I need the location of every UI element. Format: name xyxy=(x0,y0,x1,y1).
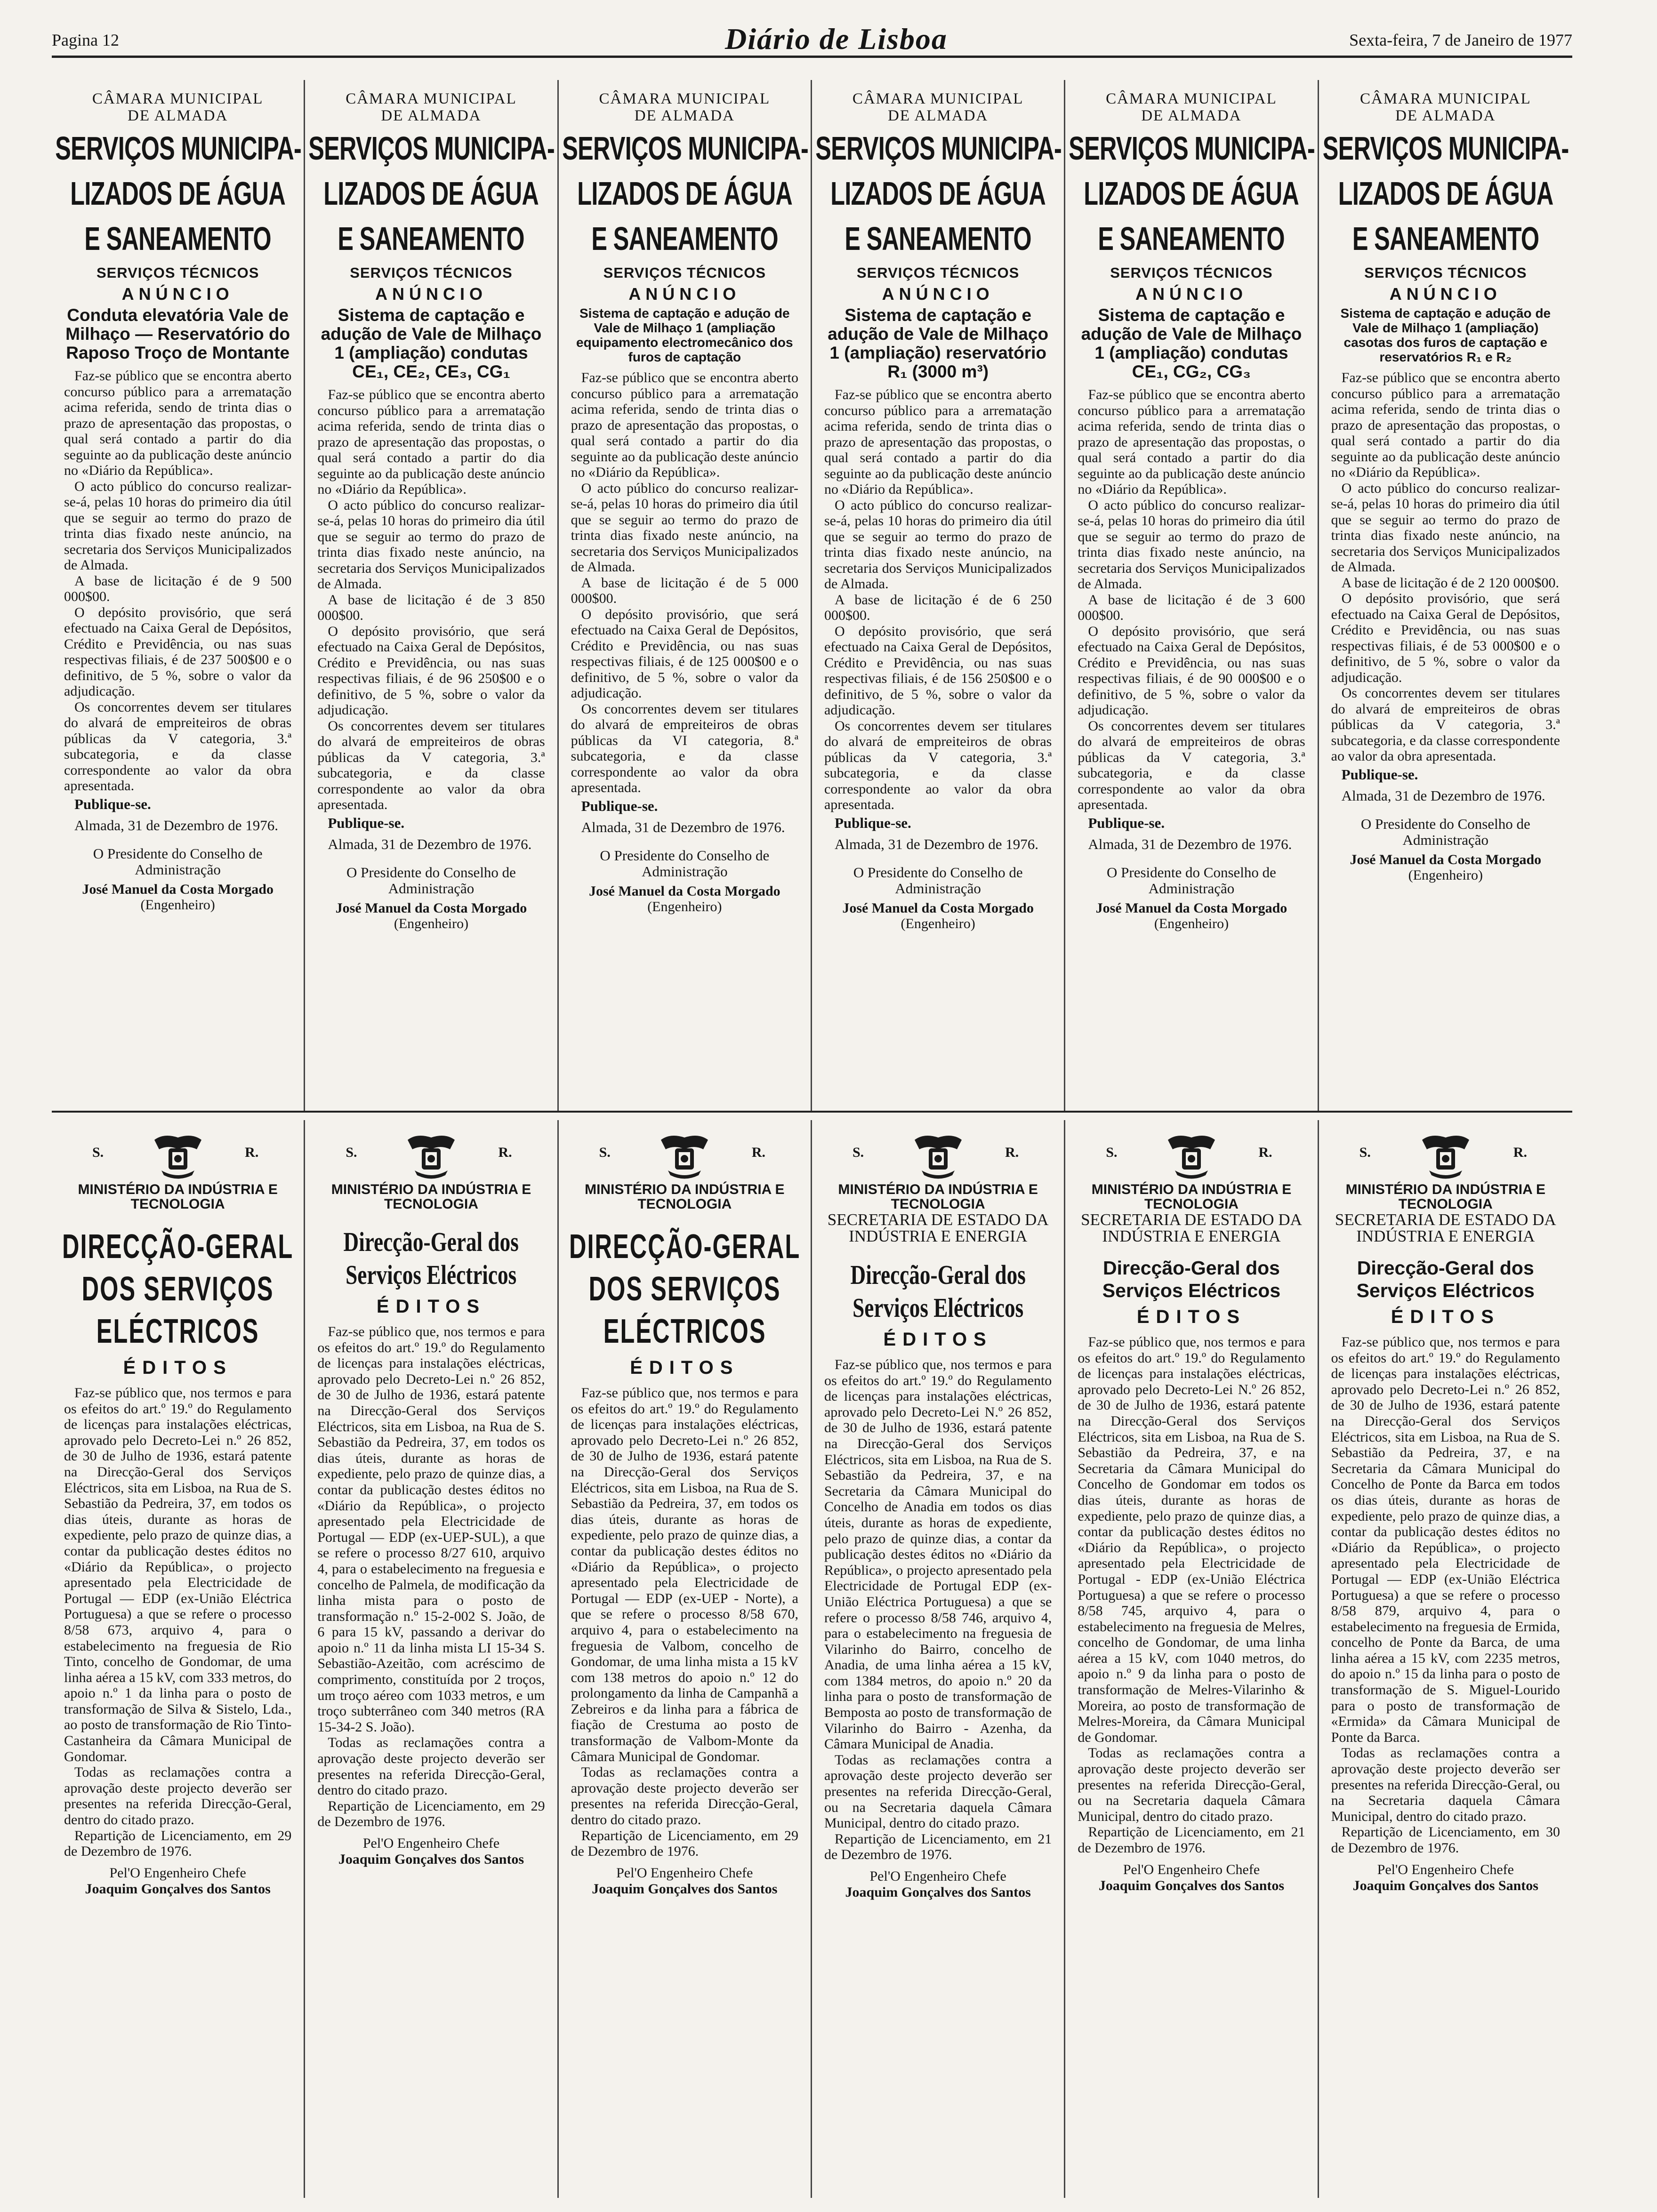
arms-header xyxy=(317,1130,545,1182)
edito-signer-role: Pel'O Engenheiro Chefe xyxy=(109,1865,246,1881)
ad-place-date: Almada, 31 de Dezembro de 1976. xyxy=(581,818,785,835)
arms-header xyxy=(1331,1130,1560,1182)
ad-anuncio: ANÚNCIO xyxy=(628,284,741,304)
ad-body xyxy=(317,387,545,813)
s-mark: S. xyxy=(1359,1145,1371,1160)
ad-title-line3: E SANEAMENTO xyxy=(591,220,778,257)
edito-title-line1: DIRECÇÃO-GERAL xyxy=(569,1228,801,1266)
ad-signer-name: José Manuel da Costa Morgado xyxy=(1095,900,1287,916)
ad-title-line2: LIZADOS DE ÁGUA xyxy=(1084,175,1299,212)
ad-body xyxy=(824,387,1052,813)
ad-publique: Publique-se. xyxy=(834,814,911,831)
ad-paragraph: O depósito provisório, que será efectuado na Caixa Geral de Depósitos, Crédito e Previdência, ou nas suas respectivas filiais, é de 237 500$00 e o definitivo, de 5 %, sobre o valor da adjudicação. xyxy=(64,604,292,699)
edito-title-line3: ELÉCTRICOS xyxy=(96,1313,259,1350)
ad-paragraph: Os concorrentes devem ser titulares do alvará de empreiteiros de obras públicas da V categoria, 3.ª subcategoria, e da classe correspondente ao valor da obra apresentada. xyxy=(1331,685,1560,764)
editos-heading: ÉDITOS xyxy=(123,1357,233,1378)
ad-title-line2: LIZADOS DE ÁGUA xyxy=(830,175,1046,212)
ad-title-line1: SERVIÇOS MUNICIPA- xyxy=(1322,130,1569,167)
ad-paragraph: A base de licitação é de 5 000 000$00. xyxy=(571,575,798,606)
edito-date: Repartição de Licenciamento, em 29 de Dezembro de 1976. xyxy=(317,1798,545,1830)
ministry-name: MINISTÉRIO DA INDÚSTRIA E TECNOLOGIA xyxy=(838,1182,1038,1212)
ad-body xyxy=(64,368,291,794)
ad-dept: SERVIÇOS TÉCNICOS xyxy=(603,264,766,281)
r-mark: R. xyxy=(1513,1145,1527,1160)
ad-anuncio: ANÚNCIO xyxy=(882,284,994,304)
ad-signer-role: O Presidente do Conselho de Administração xyxy=(1360,815,1530,848)
edito-signer-name: Joaquim Gonçalves dos Santos xyxy=(1098,1877,1285,1893)
ad-anuncio: ANÚNCIO xyxy=(121,284,234,304)
edito-title-line1: Direcção-Geral dos xyxy=(343,1226,519,1257)
ad-paragraph: O acto público do concurso realizar-se-á, pelas 10 horas do primeiro dia útil que se seguir ao termo do prazo de trinta dias fixado neste anúncio, na secretaria dos Serviços Municipalizados de Almada. xyxy=(571,480,798,575)
ad-title-line3: E SANEAMENTO xyxy=(338,220,525,257)
edito-title-line2: Serviços Eléctricos xyxy=(346,1259,517,1290)
editos-heading: ÉDITOS xyxy=(376,1296,486,1317)
ad-paragraph: Faz-se público que se encontra aberto concurso público para a arrematação acima referida, sendo de trinta dias o prazo de apresentação das propostas, o qual será contado a partir do dia seguinte ao da publicação deste anúncio no «Diário da República». xyxy=(64,368,292,478)
edito-ad xyxy=(1065,1120,1319,2198)
page-number: Pagina 12 xyxy=(52,31,119,49)
edito-paragraph: Faz-se público que, nos termos e para os efeitos do art.º 19.º do Regulamento de licenças para instalações eléctricas, aprovado pelo Decreto-Lei n.º 26 852, de 30 de Julho de 1936, estará patente na Direcção-Geral dos Serviços Eléctricos, sita em Lisboa, na Rua de S. Sebastião da Pedreira, 37, e na Secretaria da Câmara Municipal do Concelho de Ponte da Barca em todos os dias úteis, durante as horas de expediente, pelo prazo de quinze dias, a contar da publicação destes éditos no «Diário da República», o projecto apresentado pela Electricidade de Portugal — EDP (ex-União Eléctrica Portuguesa) a que se refere o processo 8/58 879, arquivo 4, para o estabelecimento na freguesia de Ermida, concelho de Ponte da Barca, de uma linha aérea a 15 kV, com 2235 metros, do apoio n.º 15 da linha para o posto de transformação de S. Miguel-Lourido para o posto de transformação de «Ermida» da Câmara Municipal de Ponte da Barca. xyxy=(1331,1334,1560,1745)
ad-subject: Sistema de captação e adução de Vale de Milhaço 1 (ampliação) casotas dos furos de captação e reservatórios R₁ e R₂ xyxy=(1340,306,1551,364)
editos-row xyxy=(52,1120,1572,2198)
ad-paragraph: Os concorrentes devem ser titulares do alvará de empreiteiros de obras públicas da V categoria, 3.ª subcategoria, e da classe correspondente ao valor da obra apresentada. xyxy=(317,718,545,812)
s-mark: S. xyxy=(852,1145,864,1160)
r-mark: R. xyxy=(1005,1145,1019,1160)
ad-anuncio: ANÚNCIO xyxy=(1135,284,1247,304)
ad-signer-title: (Engenheiro) xyxy=(394,915,469,931)
edito-ad xyxy=(559,1120,812,2198)
editos-heading: ÉDITOS xyxy=(1136,1306,1247,1327)
edito-paragraph: Faz-se público que, nos termos e para os efeitos do art.º 19.º do Regulamento de licenças para instalações eléctricas, aprovado pelo Decreto-Lei n.º 26 852, de 30 de Julho de 1936, estará patente na Direcção-Geral dos Serviços Eléctricos, sita em Lisboa, na Rua de S. Sebastião da Pedreira, 37, em todos os dias úteis, durante as horas de expediente, pelo prazo de quinze dias, a contar da publicação destes éditos no «Diário da República», o projecto apresentado pela Electricidade de Portugal — EDP (ex-UEP - Norte), a que se refere o processo 8/58 670, arquivo 4, para o estabelecimento na freguesia de Valbom, concelho de Gondomar, de uma linha mista a 15 kV com 138 metros do apoio n.º 12 do prolongamento da linha de Campanhã a Zebreiros e da linha para a fábrica de fiação de Crestuma ao posto de transformação de Valbom-Monte da Câmara Municipal de Gondomar. xyxy=(571,1385,798,1764)
ad-place-date: Almada, 31 de Dezembro de 1976. xyxy=(74,817,279,834)
coat-of-arms-icon xyxy=(150,1130,206,1182)
camara-ads-row xyxy=(52,80,1572,1113)
edito-signer-name: Joaquim Gonçalves dos Santos xyxy=(338,1851,524,1867)
coat-of-arms-icon xyxy=(656,1130,713,1182)
camara-ad xyxy=(52,80,305,1111)
ad-title-line2: LIZADOS DE ÁGUA xyxy=(577,175,792,212)
edito-signer-role: Pel'O Engenheiro Chefe xyxy=(869,1868,1006,1884)
ad-paragraph: A base de licitação é de 3 850 000$00. xyxy=(317,592,545,623)
ad-paragraph: Os concorrentes devem ser titulares do alvará de empreiteiros de obras públicas da V categoria, 3.ª subcategoria, e da classe correspondente ao valor da obra apresentada. xyxy=(824,718,1052,812)
ad-title-line1: SERVIÇOS MUNICIPA- xyxy=(562,130,808,167)
ad-signer-name: José Manuel da Costa Morgado xyxy=(588,883,780,899)
masthead xyxy=(52,22,1572,58)
ad-place-date: Almada, 31 de Dezembro de 1976. xyxy=(834,835,1038,852)
ad-paragraph: Faz-se público que se encontra aberto concurso público para a arrematação acima referida, sendo de trinta dias o prazo de apresentação das propostas, o qual será contado a partir do dia seguinte ao da publicação deste anúncio no «Diário da República». xyxy=(317,387,545,497)
edito-title-line2: Serviços Eléctricos xyxy=(1102,1280,1281,1301)
ministry-name: MINISTÉRIO DA INDÚSTRIA E TECNOLOGIA xyxy=(1345,1182,1546,1212)
s-mark: S. xyxy=(1106,1145,1118,1160)
ad-signer-title: (Engenheiro) xyxy=(1154,915,1229,931)
edito-body xyxy=(571,1385,798,1859)
ad-dept: SERVIÇOS TÉCNICOS xyxy=(96,264,259,281)
ad-org: CÂMARA MUNICIPAL xyxy=(92,90,264,107)
ad-subject: Conduta elevatória Vale de Milhaço — Reservatório do Raposo Troço de Montante xyxy=(65,305,290,362)
edito-paragraph: Todas as reclamações contra a aprovação deste projecto deverão ser presentes na referida Direcção-Geral, dentro do citado prazo. xyxy=(571,1764,798,1828)
ad-title-line2: LIZADOS DE ÁGUA xyxy=(323,175,539,212)
edito-signer-role: Pel'O Engenheiro Chefe xyxy=(1123,1861,1260,1877)
edito-title-line2: Serviços Eléctricos xyxy=(853,1292,1024,1323)
ad-dept: SERVIÇOS TÉCNICOS xyxy=(856,264,1020,281)
ad-dept: SERVIÇOS TÉCNICOS xyxy=(1364,264,1527,281)
r-mark: R. xyxy=(1258,1145,1272,1160)
ad-title-line1: SERVIÇOS MUNICIPA- xyxy=(1069,130,1315,167)
ad-publique: Publique-se. xyxy=(1088,814,1165,831)
ad-paragraph: Faz-se público que se encontra aberto concurso público para a arrematação acima referida, sendo de trinta dias o prazo de apresentação das propostas, o qual será contado a partir do dia seguinte ao da publicação deste anúncio no «Diário da República». xyxy=(571,370,798,480)
edito-signer-role: Pel'O Engenheiro Chefe xyxy=(1377,1861,1514,1877)
editos-heading: ÉDITOS xyxy=(1391,1306,1500,1327)
edito-body xyxy=(1078,1334,1305,1856)
r-mark: R. xyxy=(751,1145,765,1160)
edito-body xyxy=(64,1385,291,1859)
edito-ad xyxy=(305,1120,558,2198)
ad-org: CÂMARA MUNICIPAL xyxy=(599,90,771,107)
ad-publique: Publique-se. xyxy=(328,814,405,831)
issue-date: Sexta-feira, 7 de Janeiro de 1977 xyxy=(1349,31,1572,49)
ad-title-line1: SERVIÇOS MUNICIPA- xyxy=(308,130,555,167)
edito-date: Repartição de Licenciamento, em 29 de Dezembro de 1976. xyxy=(571,1827,798,1859)
edito-paragraph: Todas as reclamações contra a aprovação deste projecto deverão ser presentes na referida Direcção-Geral, dentro do citado prazo. xyxy=(317,1735,545,1798)
edito-date: Repartição de Licenciamento, em 29 de Dezembro de 1976. xyxy=(64,1827,292,1859)
ad-paragraph: A base de licitação é de 9 500 000$00. xyxy=(64,573,292,604)
edito-paragraph: Todas as reclamações contra a aprovação deste projecto deverão ser presentes na referida Direcção-Geral, ou na Secretaria daquela Câmara Municipal, dentro do citado prazo. xyxy=(1078,1745,1305,1824)
ad-place-date: Almada, 31 de Dezembro de 1976. xyxy=(328,835,532,852)
edito-signer-role: Pel'O Engenheiro Chefe xyxy=(362,1835,500,1851)
ad-org: CÂMARA MUNICIPAL xyxy=(1106,90,1277,107)
coat-of-arms-icon xyxy=(1163,1130,1220,1182)
ad-signer-title: (Engenheiro) xyxy=(140,897,215,913)
ad-org2: DE ALMADA xyxy=(128,107,228,124)
edito-title-line1: DIRECÇÃO-GERAL xyxy=(62,1228,294,1266)
edito-signer-role: Pel'O Engenheiro Chefe xyxy=(616,1865,753,1881)
ad-signer-title: (Engenheiro) xyxy=(1408,867,1483,883)
ad-org2: DE ALMADA xyxy=(1395,107,1496,124)
ad-paragraph: O depósito provisório, que será efectuado na Caixa Geral de Depósitos, Crédito e Previdência, ou nas suas respectivas filiais, é de 125 000$00 e o definitivo, de 5 %, sobre o valor da adjudicação. xyxy=(571,606,798,701)
ad-paragraph: Faz-se público que se encontra aberto concurso público para a arrematação acima referida, sendo de trinta dias o prazo de apresentação das propostas, o qual será contado a partir do dia seguinte ao da publicação deste anúncio no «Diário da República». xyxy=(824,387,1052,497)
edito-title-line1: Direcção-Geral dos xyxy=(850,1259,1026,1290)
ad-paragraph: O depósito provisório, que será efectuado na Caixa Geral de Depósitos, Crédito e Previdência, ou nas suas respectivas filiais, é de 156 250$00 e o definitivo, de 5 %, sobre o valor da adjudicação. xyxy=(824,623,1052,718)
ad-title-line1: SERVIÇOS MUNICIPA- xyxy=(55,130,302,167)
camara-ad xyxy=(1065,80,1319,1111)
edito-paragraph: Todas as reclamações contra a aprovação deste projecto deverão ser presentes na referida Direcção-Geral, dentro do citado prazo. xyxy=(64,1764,292,1828)
ad-paragraph: O acto público do concurso realizar-se-á, pelas 10 horas do primeiro dia útil que se seguir ao termo do prazo de trinta dias fixado neste anúncio, na secretaria dos Serviços Municipalizados de Almada. xyxy=(824,497,1052,592)
ad-signer-title: (Engenheiro) xyxy=(647,898,722,914)
ad-dept: SERVIÇOS TÉCNICOS xyxy=(350,264,513,281)
ad-place-date: Almada, 31 de Dezembro de 1976. xyxy=(1088,835,1292,852)
ministry-name: MINISTÉRIO DA INDÚSTRIA E TECNOLOGIA xyxy=(78,1182,278,1212)
ad-signer-role: O Presidente do Conselho de Administração xyxy=(93,845,263,878)
ad-anuncio: ANÚNCIO xyxy=(375,284,487,304)
ad-paragraph: O acto público do concurso realizar-se-á, pelas 10 horas do primeiro dia útil que se seguir ao termo do prazo de trinta dias fixado neste anúncio, na secretaria dos Serviços Municipalizados de Almada. xyxy=(317,497,545,592)
ministry-name: MINISTÉRIO DA INDÚSTRIA E TECNOLOGIA xyxy=(585,1182,785,1212)
ad-paragraph: O depósito provisório, que será efectuado na Caixa Geral de Depósitos, Crédito e Previdência, ou nas suas respectivas filiais, é de 96 250$00 e o definitivo, de 5 %, sobre o valor da adjudicação. xyxy=(317,623,545,718)
secretaria-name: SECRETARIA DE ESTADO DA INDÚSTRIA E ENERGIA xyxy=(1335,1210,1556,1245)
edito-title-line2: DOS SERVIÇOS xyxy=(81,1270,274,1308)
ad-anuncio: ANÚNCIO xyxy=(1389,284,1502,304)
edito-title-line2: Serviços Eléctricos xyxy=(1356,1280,1535,1301)
ad-paragraph: O acto público do concurso realizar-se-á, pelas 10 horas do primeiro dia útil que se seguir ao termo do prazo de trinta dias fixado neste anúncio, na secretaria dos Serviços Municipalizados de Almada. xyxy=(64,478,292,573)
ad-paragraph: Os concorrentes devem ser titulares do alvará de empreiteiros de obras públicas da V categoria, 3.ª subcategoria, e da classe correspondente ao valor da obra apresentada. xyxy=(1078,718,1305,812)
ad-paragraph: O acto público do concurso realizar-se-á, pelas 10 horas do primeiro dia útil que se seguir ao termo do prazo de trinta dias fixado neste anúncio, na secretaria dos Serviços Municipalizados de Almada. xyxy=(1331,480,1560,575)
ad-subject: Sistema de captação e adução de Vale de Milhaço 1 (ampliação equipamento electromecânico dos furos de captação xyxy=(576,306,793,364)
ad-title-line1: SERVIÇOS MUNICIPA- xyxy=(815,130,1062,167)
newspaper-title: Diário de Lisboa xyxy=(725,22,948,56)
ad-paragraph: Os concorrentes devem ser titulares do alvará de empreiteiros de obras públicas da V categoria, 3.ª subcategoria, e da classe correspondente ao valor da obra apresentada. xyxy=(64,699,292,793)
edito-date: Repartição de Licenciamento, em 30 de Dezembro de 1976. xyxy=(1331,1824,1560,1856)
edito-title-line1: Direcção-Geral dos xyxy=(1357,1257,1534,1279)
camara-ad xyxy=(305,80,558,1111)
r-mark: R. xyxy=(498,1145,512,1160)
s-mark: S. xyxy=(346,1145,357,1160)
r-mark: R. xyxy=(245,1145,259,1160)
ad-signer-name: José Manuel da Costa Morgado xyxy=(335,900,527,916)
ad-signer-role: O Presidente do Conselho de Administração xyxy=(600,847,770,880)
ad-signer-name: José Manuel da Costa Morgado xyxy=(1350,851,1542,867)
ad-subject: Sistema de captação e adução de Vale de Milhaço 1 (ampliação) reservatório R₁ (3000 m³) xyxy=(828,305,1049,381)
ministry-name: MINISTÉRIO DA INDÚSTRIA E TECNOLOGIA xyxy=(331,1182,531,1212)
secretaria-name: SECRETARIA DE ESTADO DA INDÚSTRIA E ENERGIA xyxy=(1081,1210,1302,1245)
s-mark: S. xyxy=(599,1145,611,1160)
edito-ad xyxy=(812,1120,1065,2198)
ad-signer-role: O Presidente do Conselho de Administração xyxy=(853,864,1023,897)
ad-paragraph: Os concorrentes devem ser titulares do alvará de empreiteiros de obras públicas da VI categoria, 8.ª subcategoria, e da classe correspondente ao valor da obra apresentada. xyxy=(571,701,798,795)
ministry-name: MINISTÉRIO DA INDÚSTRIA E TECNOLOGIA xyxy=(1091,1182,1292,1212)
ad-title-line3: E SANEAMENTO xyxy=(84,220,271,257)
ad-org2: DE ALMADA xyxy=(1141,107,1242,124)
ad-publique: Publique-se. xyxy=(1341,766,1418,783)
arms-header xyxy=(64,1130,291,1182)
edito-signer-name: Joaquim Gonçalves dos Santos xyxy=(1352,1877,1538,1893)
edito-paragraph: Faz-se público que, nos termos e para os efeitos do art.º 19.º do Regulamento de licenças para instalações eléctricas, aprovado pelo Decreto-Lei n.º 26 852, de 30 de Julho de 1936, estará patente na Direcção-Geral dos Serviços Eléctricos, sita em Lisboa, na Rua de S. Sebastião da Pedreira, 37, em todos os dias úteis, durante as horas de expediente, pelo prazo de quinze dias, a contar da publicação destes éditos no «Diário da República», o projecto apresentado pela Electricidade de Portugal — EDP (ex-União Eléctrica Portuguesa) a que se refere o processo 8/58 673, arquivo 4, para o estabelecimento na freguesia de Rio Tinto, concelho de Gondomar, de uma linha aérea a 15 kV, com 333 metros, do apoio n.º 1 da linha para o posto de transformação de Silva & Sistelo, Lda., ao posto de transformação de Rio Tinto-Castanheira da Câmara Municipal de Gondomar. xyxy=(64,1385,292,1764)
ad-title-line3: E SANEAMENTO xyxy=(1098,220,1285,257)
editos-heading: ÉDITOS xyxy=(630,1357,740,1378)
camara-ad xyxy=(559,80,812,1111)
edito-body xyxy=(1331,1334,1560,1856)
ad-signer-name: José Manuel da Costa Morgado xyxy=(842,900,1034,916)
coat-of-arms-icon xyxy=(403,1130,459,1182)
ad-paragraph: A base de licitação é de 2 120 000$00. xyxy=(1341,575,1560,591)
edito-date: Repartição de Licenciamento, em 21 de Dezembro de 1976. xyxy=(824,1831,1052,1863)
ad-publique: Publique-se. xyxy=(581,797,658,814)
arms-header xyxy=(1078,1130,1305,1182)
edito-body xyxy=(824,1357,1052,1863)
edito-title-line3: ELÉCTRICOS xyxy=(603,1313,766,1350)
ad-org: CÂMARA MUNICIPAL xyxy=(346,90,517,107)
ad-body xyxy=(1078,387,1305,813)
ad-subject: Sistema de captação e adução de Vale de Milhaço 1 (ampliação) condutas CE₁, CG₂, CG₃ xyxy=(1081,305,1302,381)
ad-org2: DE ALMADA xyxy=(381,107,482,124)
edito-paragraph: Todas as reclamações contra a aprovação deste projecto deverão ser presentes na referida Direcção-Geral, ou na Secretaria daquela Câmara Municipal, dentro do citado prazo. xyxy=(1331,1745,1560,1824)
edito-signer-name: Joaquim Gonçalves dos Santos xyxy=(85,1881,271,1897)
coat-of-arms-icon xyxy=(910,1130,966,1182)
edito-signer-name: Joaquim Gonçalves dos Santos xyxy=(845,1884,1031,1900)
ad-dept: SERVIÇOS TÉCNICOS xyxy=(1110,264,1273,281)
arms-header xyxy=(824,1130,1052,1182)
ad-org: CÂMARA MUNICIPAL xyxy=(852,90,1024,107)
ad-subject: Sistema de captação e adução de Vale de Milhaço 1 (ampliação) condutas CE₁, CE₂, CE₃, CG₁ xyxy=(321,305,542,381)
ad-org: CÂMARA MUNICIPAL xyxy=(1360,90,1531,107)
camara-ad xyxy=(812,80,1065,1111)
ad-signer-role: O Presidente do Conselho de Administração xyxy=(346,864,516,897)
ad-signer-role: O Presidente do Conselho de Administração xyxy=(1107,864,1276,897)
ad-paragraph: Faz-se público que se encontra aberto concurso público para a arrematação acima referida, sendo de trinta dias o prazo de apresentação das propostas, o qual será contado a partir do dia seguinte ao da publicação deste anúncio no «Diário da República». xyxy=(1331,370,1560,480)
edito-paragraph: Faz-se público que, nos termos e para os efeitos do art.º 19.º do Regulamento de licenças para instalações eléctricas, aprovado pelo Decreto-Lei N.º 26 852, de 30 de Julho de 1936, estará patente na Direcção-Geral dos Serviços Eléctricos, sita em Lisboa, na Rua de S. Sebastião da Pedreira, 37, e na Secretaria da Câmara Municipal do Concelho de Anadia em todos os dias úteis, durante as horas de expediente, pelo prazo de quinze dias, a contar da publicação destes éditos no «Diário da República», o projecto apresentado pela Electricidade de Portugal EDP (ex-União Eléctrica Portuguesa) a que se refere o processo 8/58 746, arquivo 4, para o estabelecimento na freguesia de Vilarinho do Bairro, concelho de Anadia, de uma linha aérea a 15 kV, com 1384 metros, do apoio n.º 20 da linha para o posto de transformação de Bemposta ao posto de transformação de Vilarinho do Bairro - Azenha, da Câmara Municipal de Anadia. xyxy=(824,1357,1052,1752)
secretaria-name: SECRETARIA DE ESTADO DA INDÚSTRIA E ENERGIA xyxy=(827,1210,1049,1245)
camara-ad xyxy=(1319,80,1572,1111)
ad-paragraph: O depósito provisório, que será efectuado na Caixa Geral de Depósitos, Crédito e Previdência, ou nas suas respectivas filiais, é de 53 000$00 e o definitivo, de 5 %, sobre o valor da adjudicação. xyxy=(1331,591,1560,685)
ad-title-line2: LIZADOS DE ÁGUA xyxy=(1338,175,1553,212)
arms-header xyxy=(571,1130,798,1182)
ad-paragraph: O acto público do concurso realizar-se-á, pelas 10 horas do primeiro dia útil que se seguir ao termo do prazo de trinta dias fixado neste anúncio, na secretaria dos Serviços Municipalizados de Almada. xyxy=(1078,497,1305,592)
edito-paragraph: Faz-se público que, nos termos e para os efeitos do art.º 19.º do Regulamento de licenças para instalações eléctricas, aprovado pelo Decreto-Lei N.º 26 852, de 30 de Julho de 1936, estará patente na Direcção-Geral dos Serviços Eléctricos, sita em Lisboa, na Rua de S. Sebastião da Pedreira, 37, e na Secretaria da Câmara Municipal do Concelho de Gondomar em todos os dias úteis, durante as horas de expediente, pelo prazo de quinze dias, a contar da publicação destes éditos no «Diário da República», o projecto apresentado pela Electricidade de Portugal - EDP (ex-União Eléctrica Portuguesa) a que se refere o processo 8/58 745, arquivo 4, para o estabelecimento na freguesia de Melres, concelho de Gondomar, de uma linha aérea a 15 kV, com 1040 metros, do apoio n.º 9 da linha para o posto de transformação de Melres-Vilarinho & Moreira, ao posto de transformação de Melres-Moreira, da Câmara Municipal de Gondomar. xyxy=(1078,1334,1305,1745)
edito-date: Repartição de Licenciamento, em 21 de Dezembro de 1976. xyxy=(1078,1824,1305,1856)
ad-paragraph: A base de licitação é de 3 600 000$00. xyxy=(1078,592,1305,623)
editos-heading: ÉDITOS xyxy=(883,1329,993,1350)
ad-publique: Publique-se. xyxy=(74,795,151,812)
edito-paragraph: Todas as reclamações contra a aprovação deste projecto deverão ser presentes na referida Direcção-Geral, ou na Secretaria daquela Câmara Municipal, dentro do citado prazo. xyxy=(824,1752,1052,1831)
ad-org2: DE ALMADA xyxy=(888,107,989,124)
ad-body xyxy=(1331,370,1560,764)
edito-signer-name: Joaquim Gonçalves dos Santos xyxy=(592,1881,778,1897)
edito-ad xyxy=(52,1120,305,2198)
coat-of-arms-icon xyxy=(1417,1130,1474,1182)
ad-body xyxy=(571,370,798,796)
ad-signer-name: José Manuel da Costa Morgado xyxy=(82,881,273,897)
ad-paragraph: Faz-se público que se encontra aberto concurso público para a arrematação acima referida, sendo de trinta dias o prazo de apresentação das propostas, o qual será contado a partir do dia seguinte ao da publicação deste anúncio no «Diário da República». xyxy=(1078,387,1305,497)
edito-title-line1: Direcção-Geral dos xyxy=(1102,1257,1280,1279)
ad-place-date: Almada, 31 de Dezembro de 1976. xyxy=(1341,787,1545,804)
edito-body xyxy=(317,1324,545,1830)
ad-org2: DE ALMADA xyxy=(634,107,735,124)
ad-paragraph: A base de licitação é de 6 250 000$00. xyxy=(824,592,1052,623)
ad-paragraph: O depósito provisório, que será efectuado na Caixa Geral de Depósitos, Crédito e Previdência, ou nas suas respectivas filiais, é de 90 000$00 e o definitivo, de 5 %, sobre o valor da adjudicação. xyxy=(1078,623,1305,718)
edito-title-line2: DOS SERVIÇOS xyxy=(588,1270,781,1308)
edito-paragraph: Faz-se público que, nos termos e para os efeitos do art.º 19.º do Regulamento de licenças para instalações eléctricas, aprovado pelo Decreto-Lei n.º 26 852, de 30 de Julho de 1936, estará patente na Direcção-Geral dos Serviços Eléctricos, sita em Lisboa, na Rua de S. Sebastião da Pedreira, 37, em todos os dias úteis, durante as horas de expediente, pelo prazo de quinze dias, a contar da publicação destes éditos no «Diário da República», o projecto apresentado pela Electricidade de Portugal — EDP (ex-UEP-SUL), a que se refere o processo 8/27 610, arquivo 4, para o estabelecimento na freguesia e concelho de Palmela, de modificação da linha mista para o posto de transformação n.º 15-2-002 S. João, de 6 para 15 kV, passando a derivar do apoio n.º 11 da linha mista LI 15-34 S. Sebastião-Azeitão, com acréscimo de comprimento, constituída por 2 troços, um troço aéreo com 1033 metros, e um troço subterrâneo com 340 metros (RA 15-34-2 S. João). xyxy=(317,1324,545,1735)
edito-ad xyxy=(1319,1120,1572,2198)
ad-title-line3: E SANEAMENTO xyxy=(845,220,1031,257)
ad-signer-title: (Engenheiro) xyxy=(901,915,975,931)
ad-title-line2: LIZADOS DE ÁGUA xyxy=(70,175,286,212)
ad-title-line3: E SANEAMENTO xyxy=(1352,220,1539,257)
s-mark: S. xyxy=(92,1145,104,1160)
